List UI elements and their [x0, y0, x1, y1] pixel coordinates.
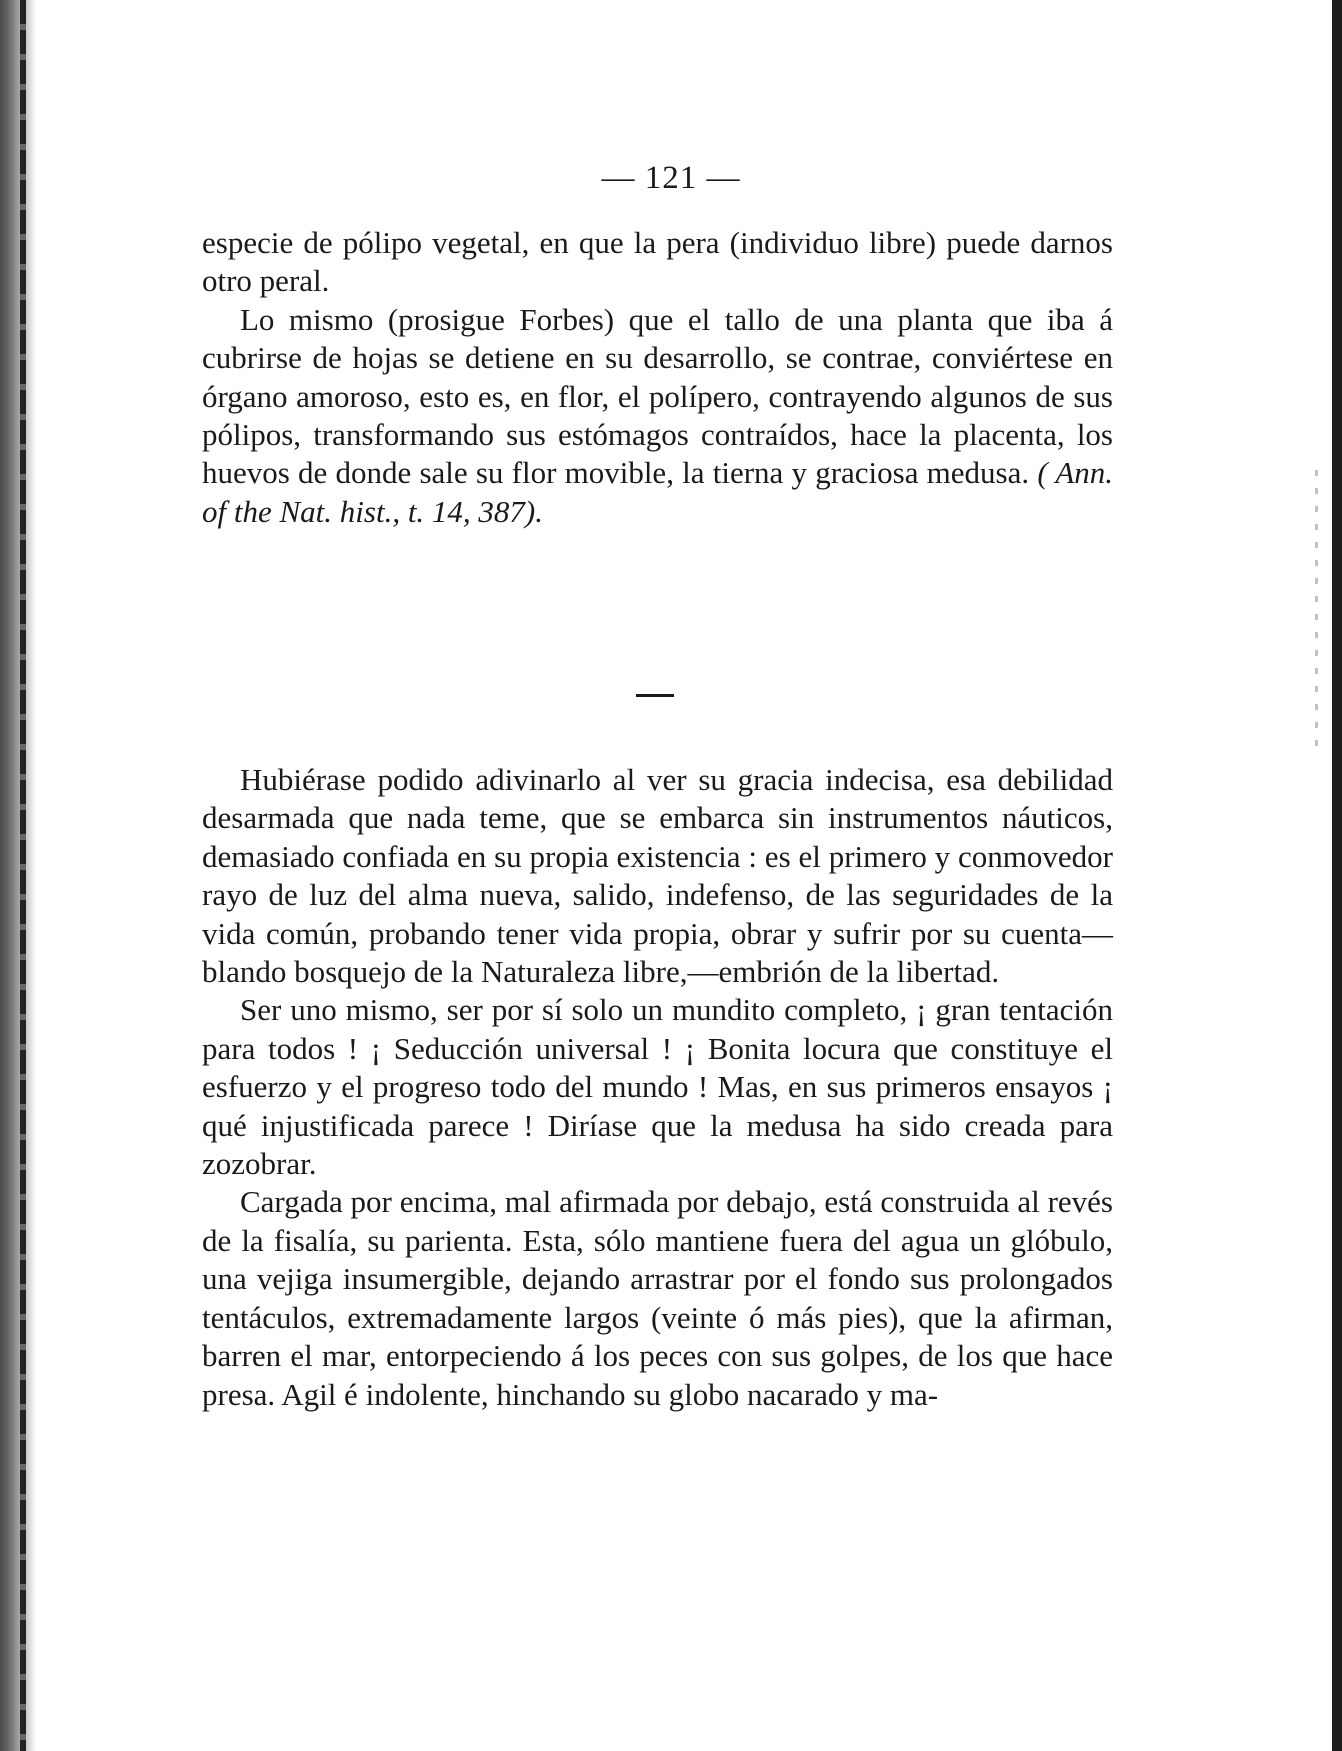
paragraph-continued: especie de pólipo vegetal, en que la pera (individuo libre) puede darnos otro peral. [202, 225, 1113, 299]
section-2 [202, 761, 1113, 1414]
citation: ( Ann. of the Nat. hist., t. 14, 387). [202, 455, 1114, 529]
paragraph-forbes-text: Lo mismo (prosigue Forbes) que el tallo de una planta que iba á cubrirse de hojas se detiene en su desarrollo, se contrae, conviértese en órgano amoroso, esto es, en flor, el polípero, contrayendo algunos de sus pólipos, transformando sus estómagos contraídos, hace la placenta, los huevos de donde sale su flor movible, la tierna y graciosa medusa. [202, 301, 1113, 491]
page-number: — 121 — [601, 160, 741, 196]
paragraph-hubierase: Hubiérase podido adivinarlo al ver su gracia indecisa, esa debilidad desarmada que nada teme, que se embarca sin instrumentos náuticos, demasiado confiada en su propia existencia : es el primero y conmovedor rayo de luz del alma nueva, salido, indefenso, de las seguridades de la vida común, probando tener vida propia, obrar y sufrir por su cuenta—blando bosquejo de la Naturaleza libre,—embrión de la libertad. [202, 762, 1113, 990]
book-binding-shadow [0, 0, 36, 1751]
section-1 [202, 224, 1113, 531]
paragraph-cargada: Cargada por encima, mal afirmada por debajo, está construida al revés de la fisalía, su parienta. Esta, sólo mantiene fuera del agua un glóbulo, una vejiga insumergible, dejando arrastrar por el fondo sus prolongados tentáculos, extremadamente largos (veinte ó más pies), que la afirman, barren el mar, entorpeciendo á los peces con sus golpes, de los que hace presa. Agil é indolente, hinchando su globo nacarado y ma- [202, 1184, 1113, 1412]
paragraph-ser-uno-mismo: Ser uno mismo, ser por sí solo un mundito completo, ¡ gran tentación para todos ! ¡ Seducción universal ! ¡ Bonita locura que constituye el esfuerzo y el progreso todo del mundo ! Mas, en sus primeros ensayos ¡ qué injustificada parece ! Diríase que la medusa ha sido creada para zozobrar. [202, 992, 1113, 1182]
book-spine-edge [20, 0, 26, 1751]
scan-specks [1315, 470, 1318, 750]
section-separator [636, 694, 674, 697]
paragraph-forbes [202, 301, 1113, 531]
scan-edge-right [1332, 0, 1342, 1751]
